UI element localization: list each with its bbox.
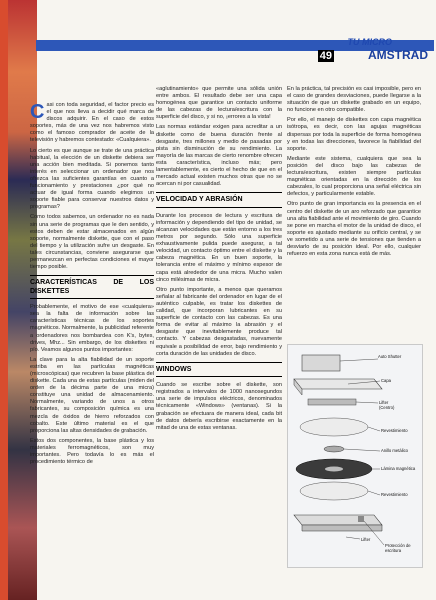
column-1 bbox=[30, 102, 154, 469]
body-paragraph-1: Probablemente, el motivo de ese «cualquiera» sea la falta de información sobre las características técnicas de los soportes magnéticos. Normalmente, la publicidad referente a ordenadores nos bombardea con K's, bytes, drives, Mhz... Sin embargo, de los diskettes ni pío. Veamos algunos puntos importantes: bbox=[30, 304, 154, 353]
intro-1-text: asi con toda seguridad, el factor precio es el que nos lleva a decidir qué marca de discos adquirir. En el caso de estos soportes, más de una vez nos habremos visto como el famoso comprador de aceite de la televisión y habremos contestado: «Cualquiera». bbox=[30, 102, 154, 144]
section-heading-velocidad: VELOCIDAD Y ABRASIÓN bbox=[156, 192, 282, 208]
lifter-leader bbox=[356, 402, 378, 403]
label-anillo: Anillo metálico bbox=[381, 448, 408, 453]
magazine-title: TU MICRO bbox=[347, 37, 392, 47]
diskette-diagram-svg bbox=[288, 345, 422, 567]
intro-paragraph-2: Lo cierto es que aunque se trate de una práctica habitual, la elección de un diskette debiera ser una acción bien meditada. Si ponemos tanto interés en seleccionar un ordenador que nos ofrezca las suficientes garantías en cuanto a funcionamiento y prestaciones ¿por qué no actuar de igual forma cuando elegimos un soporte fiable para conservar nuestros datos y programas? bbox=[30, 147, 154, 211]
bottom-shell bbox=[294, 515, 382, 525]
brand-title: AMSTRAD bbox=[368, 48, 428, 62]
body-paragraph-11: Mediante este sistema, cualquiera que sea la posición del disco bajo las cabezas de lectura/escritura, existen siempre partículas magnéticas orientadas en la dirección de los cabezales, lo cual proporciona una señal eléctrica sin defectos, y particularmente estable. bbox=[287, 155, 421, 198]
shutter-leader bbox=[340, 359, 378, 361]
body-paragraph-9: En la práctica, tal precisión es casi imposible, pero en el caso de grandes desviaciones, puede llegarse a la situación de que un diskette grabado en un equipo, no funcione en otro compatible. bbox=[287, 86, 421, 114]
body-paragraph-10: Por ello, el manejo de diskettes con capa magnética isótropa, es decir, con las agujas magnéticas dispersas por toda la superficie de forma homogénea y en todas las direcciones, favorece la fiabilidad del soporte. bbox=[287, 117, 421, 152]
section-heading-caracteristicas: CARACTERÍSTICAS DE LOS DISKETTES bbox=[30, 275, 154, 299]
body-paragraph-2: La clave para la alta fiabilidad de un soporte estriba en las partículas magnéticas (microscópicas) que recubren la base plástica del diskette. Cada una de estas partículas (miden del orden de la décima parte de una micra) constituye una unidad de almacenamiento. Normalmente, variando de unos a otros fabricantes, su composición química es una mezcla de óxidos de hierro reforzados con cobalto. Este último material es el que proporciona las altas densidades de grabación. bbox=[30, 356, 154, 434]
diskette-diagram bbox=[287, 344, 423, 568]
label-revestimiento-2: Revestimiento bbox=[381, 492, 408, 497]
metal-ring bbox=[324, 446, 344, 452]
shutter-shape bbox=[302, 355, 340, 371]
write-protect-tab bbox=[358, 516, 364, 522]
intro-paragraph-3: Como todos sabemos, un ordenador no es nada sin una serie de programas que le den sentido, y estos deben de estar almacenados en algún soporte, normalmente diskette, que con el paso del tiempo y la utilización sufre un desgaste. En tales circunstancias, conviene asegurarse que permanezcan en perfectas condiciones el mayor tiempo posible. bbox=[30, 214, 154, 271]
label-shutter: Auto Shutter bbox=[378, 354, 402, 359]
lifter-top-shape bbox=[308, 399, 356, 405]
body-paragraph-8: Cuando se escribe sobre el diskette, son registrados a intervalos de 1000 nanosegundos una serie de impulsos eléctricos, denominados técnicamente «Windows» (ventanas). Si la grabación se efectuara de manera ideal, cada bit de datos debería escribirse exactamente en la mitad de una de estas ventanas. bbox=[156, 382, 282, 431]
column-2 bbox=[156, 86, 282, 435]
ring-leader bbox=[344, 449, 380, 451]
body-paragraph-7: Otro punto importante, a menos que queramos señalar al fabricante del ordenador en lugar de el auténtico culpable, es tratar los diskettes de calidad, que incorporan lubricantes en su superficie de contacto con las cabezas. Es una forma de evitar al máximo la abrasión y el desgaste que inevitablemente produce tal contacto. Y cabezas desgastadas, nuevamente equivale a posibilidad de error, bajo rendimiento y corta duración de las unidades de disco. bbox=[156, 286, 282, 357]
body-paragraph-6: Durante los procesos de lectura y escritura de información y dependiendo del tipo de unidad, se alcanzan velocidades que están entorno a los tres metros por segundo. Sólo una superficie exhaustivamente pulida puede asegurar, a tal velocidad, un contacto óptimo entre el diskette y la cabeza magnética. En un buen soporte, la tolerancia entre el máximo y mínimo espesor de capa está alrededor de una micra. Mucho valen cinco milésimas de micra. bbox=[156, 212, 282, 283]
body-paragraph-5: Las normas estándar exigen para acreditar a un diskette como de buena duración frente al desgaste, tres millones y medio de pasadas por pista sin disminución de su rendimiento. La mayoría de las marcas de cierto renombre ofrecen esta característica, incluso más; pero lamentablemente, es cierto el hecho de que en el mercado actual existen muchos otras que no se acercan ni por casualidad. bbox=[156, 124, 282, 188]
body-paragraph-12: Otro punto de gran importancia es la presencia en el centro del diskette de un aro reforzado que garantice una alta fiabilidad ante el movimiento de giro. Cuando se pone en marcha el motor de la unidad de disco, el soporte es ajustado mediante su orificio central, y se ve sometido a una serie de tensiones que tienden a desviarlo de su posición ideal. Por ello, cualquier refuerzo en esta zona nunca está de más. bbox=[287, 201, 421, 258]
lifter-bottom-leader bbox=[346, 537, 360, 539]
liner-top bbox=[300, 418, 368, 436]
liner-bottom-leader bbox=[368, 491, 380, 495]
intro-paragraph-1 bbox=[30, 102, 154, 145]
body-paragraph-4: «aglutinamiento» que permite una sólida unión entre ambos. El resultado debe ser una capa homogénea que garantice un contacto uniforme de las cabezas de lectura/escritura con la superficie del disco, y si no, ¡errores a la vista! bbox=[156, 86, 282, 121]
top-shell bbox=[294, 379, 382, 389]
label-lamina: Lámina magnética bbox=[381, 466, 416, 471]
liner-bottom bbox=[300, 482, 368, 500]
label-revestimiento: Revestimiento bbox=[381, 428, 408, 433]
body-paragraph-3: Estos dos componentes, la base plástica y los materiales ferromagnéticos, son muy importantes. Pero todavía lo es más el procedimiento térmico de bbox=[30, 437, 154, 466]
label-lifter-top: Lifter (Centro) bbox=[379, 400, 395, 410]
label-lifter-bottom: Lifter bbox=[361, 537, 371, 542]
page-number: 49 bbox=[319, 50, 332, 62]
liner-leader bbox=[368, 427, 380, 431]
label-capa: Capa bbox=[381, 378, 392, 383]
disk-hub bbox=[325, 467, 343, 472]
drop-cap: C bbox=[30, 101, 45, 123]
section-heading-windows: WINDOWS bbox=[156, 362, 282, 378]
column-3 bbox=[287, 86, 421, 261]
label-proteccion: Protección de escritura bbox=[385, 543, 411, 553]
